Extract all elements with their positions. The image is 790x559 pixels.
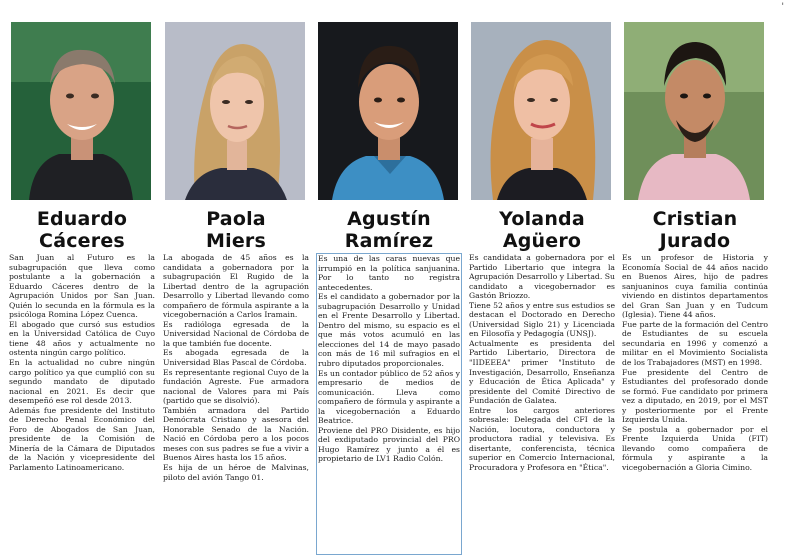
- last-name: Ramírez: [344, 230, 434, 252]
- candidate-column-jurado: [622, 0, 767, 559]
- portrait-miers: [165, 22, 305, 200]
- last-name: Miers: [206, 230, 266, 252]
- candidate-name: [163, 208, 309, 252]
- bio-paragraph: En la actualidad no cubre ningún cargo político ya que cumplió con su segundo mandato de diputado nacional en 2021. Es decir que desempeñó ese rol desde 2013.: [9, 358, 155, 406]
- candidate-bio: [9, 253, 155, 555]
- candidate-column-caceres: [9, 0, 155, 559]
- bio-paragraph: San Juan al Futuro es la subagrupación que lleva como postulante a la gobernación a Eduardo Cáceres dentro de la Agrupación Unidos por San Juan. Quién lo secunda en la fórmula es la psicóloga Romina López Cuenca.: [9, 253, 155, 320]
- first-name: Agustín: [347, 208, 431, 230]
- candidate-bio: [163, 253, 309, 555]
- bio-paragraph: Es abogada egresada de la Universidad Blas Pascal de Córdoba.: [163, 348, 309, 368]
- portrait-photo: [624, 22, 764, 200]
- candidate-bio: [622, 253, 768, 555]
- last-name: Jurado: [659, 230, 731, 252]
- last-name: Cáceres: [39, 230, 125, 252]
- bio-paragraph: Es hija de un héroe de Malvinas, piloto del avión Tango 01.: [163, 463, 309, 482]
- bio-paragraph: Fue presidente del Centro de Estudiantes del profesorado donde se formó. Fue candidato por primera vez a diputado, en 2019, por el MST y posteriormente por el Frente Izquierda Unida.: [622, 367, 768, 425]
- bio-paragraph: Es el candidato a gobernador por la subagrupación Desarrollo y Unidad en el Frente Desarrollo y Libertad. Dentro del mismo, su espacio es el que más votos acumuló en las elecciones del 14 de mayo pasado con más de 16 mil sufragios en el rubro diputados proporcionales.: [318, 292, 460, 369]
- portrait-aguero: [471, 22, 611, 200]
- portrait-jurado: [624, 22, 764, 200]
- bio-paragraph: Proviene del PRO Disidente, es hijo del exdiputado provincial del PRO Hugo Ramírez y junto a él es propietario de LV1 Radio Colón.: [318, 425, 460, 464]
- candidate-name: [469, 208, 615, 252]
- bio-paragraph: Es representante regional Cuyo de la fundación Agreste. Fue armadora nacional de Valores para mi País (partido que se disolvió).: [163, 367, 309, 406]
- candidate-bio: [469, 253, 615, 555]
- corner-mark: ': [781, 2, 784, 12]
- candidate-column-aguero: [469, 0, 615, 559]
- last-name: Agüero: [502, 230, 582, 252]
- candidate-column-miers: [163, 0, 309, 559]
- first-name: Yolanda: [499, 208, 585, 230]
- bio-paragraph: Es candidata a gobernadora por el Partido Libertario que integra la Agrupación Desarrollo y Libertad. Su candidato a vicegobernador es Gastón Briozzo.: [469, 253, 615, 301]
- candidate-column-ramirez: [316, 0, 462, 559]
- candidate-bio: [316, 253, 462, 555]
- bio-paragraph: Es una de las caras nuevas que irrumpió en la política sanjuanina. Por lo tanto no registra antecedentes.: [318, 254, 460, 292]
- bio-paragraph: También armadora del Partido Demócrata Cristiano y asesora del Honorable Senado de la Nación. Nació en Córdoba pero a los pocos meses con sus padres se fue a vivir a Buenos Aires hasta los 15 años.: [163, 405, 309, 463]
- bio-paragraph: Actualmente es presidenta del Partido Libertario, Directora de "IIDEEEA" primer "Instituto de Investigación, Desarrollo, Enseñanza y Educación de Ética Aplicada" y presidente del Comité Directivo de Fundación de Galatea.: [469, 338, 615, 406]
- bio-paragraph: La abogada de 45 años es la candidata a gobernadora por la subagrupación El Rugido de la Libertad dentro de la agrupación Desarrollo y Libertad llevando como compañero de fórmula aspirante a la vicegobernación a Carlos Iramain.: [163, 253, 309, 320]
- bio-paragraph: Es un contador público de 52 años y empresario de medios de comunicación. Lleva como compañero de fórmula y aspirante a la vicegobernación a Eduardo Beatrice.: [318, 368, 460, 426]
- portrait-ramirez: [318, 22, 458, 200]
- bio-paragraph: Es un profesor de Historia y Economía Social de 44 años nacido en Buenos Aires, hijo de padres sanjuaninos cuya familia continúa viviendo en distintos departamentos del Gran San Juan y en Tudcum (Iglesia). Tiene 44 años.: [622, 253, 768, 320]
- candidate-name: [622, 208, 768, 252]
- portrait-caceres: [11, 22, 151, 200]
- bio-paragraph: Es radióloga egresada de la Universidad Nacional de Córdoba de la que también fue docente.: [163, 319, 309, 348]
- portrait-photo: [318, 22, 458, 200]
- bio-paragraph: Fue parte de la formación del Centro de Estudiantes de su escuela secundaria en 1996 y comenzó a militar en el Movimiento Socialista de los Trabajadores (MST) en 1998.: [622, 319, 768, 368]
- bio-paragraph: El abogado que cursó sus estudios en la Universidad Católica de Cuyo tiene 48 años y actualmente no ostenta ningún cargo político.: [9, 319, 155, 358]
- first-name: Eduardo: [36, 208, 128, 230]
- portrait-photo: [471, 22, 611, 200]
- bio-paragraph: Tiene 52 años y entre sus estudios se destacan el Doctorado en Derecho (Universidad Siglo 21) y Licenciada en Filosofía y Pedagogía (UNSJ).: [469, 300, 615, 339]
- bio-paragraph: Entre los cargos anteriores sobresale: Delegada del CFI de la Nación, locutora, conductora y productora radial y televisiva. Es disertante, conferencista, técnica superior en Comercio Internacional, Procuradora y Profesora en "Ética".: [469, 405, 615, 473]
- portrait-photo: [11, 22, 151, 200]
- bio-paragraph: Se postula a gobernador por el Frente Izquierda Unida (FIT) llevando como compañera de fórmula y aspirante a la vicegobernación a Gloria Cimino.: [622, 424, 768, 473]
- portrait-photo: [165, 22, 305, 200]
- first-name: Paola: [206, 208, 266, 230]
- candidate-name: [316, 208, 462, 252]
- first-name: Cristian: [652, 208, 738, 230]
- candidate-name: [9, 208, 155, 252]
- bio-paragraph: Además fue presidente del Instituto de Derecho Penal Económico del Foro de Abogados de San Juan, presidente de la Comisión de Minería de la Cámara de Diputados de la Nación y vicepresidente del Parlamento Latinoamericano.: [9, 405, 155, 473]
